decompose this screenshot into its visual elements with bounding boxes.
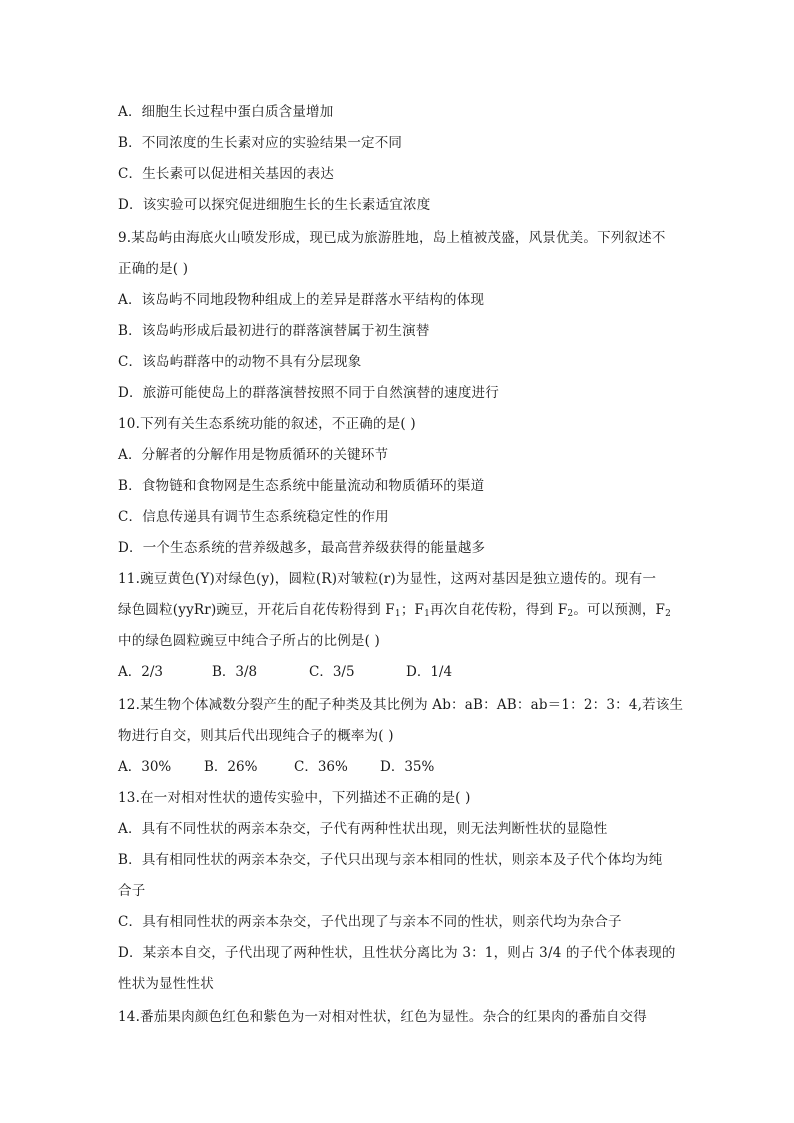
q12-option-a: A．30% bbox=[118, 759, 172, 775]
q10-stem: 10.下列有关生态系统功能的叙述，不正确的是( ) bbox=[118, 416, 416, 432]
q9-option-a: A．该岛屿不同地段物种组成上的差异是群落水平结构的体现 bbox=[118, 292, 485, 308]
q9-option-c: C．该岛屿群落中的动物不具有分层现象 bbox=[118, 354, 362, 370]
q9-option-b: B．该岛屿形成后最初进行的群落演替属于初生演替 bbox=[118, 323, 430, 339]
q12-stem-line1: 12.某生物个体减数分裂产生的配子种类及其比例为 Ab：aB：AB：ab＝1：2：3：4,若该生 bbox=[118, 697, 684, 713]
q13-option-a: A．具有不同性状的两亲本杂交，子代有两种性状出现，则无法判断性状的显隐性 bbox=[118, 821, 608, 837]
q11-option-a: A．2/3 bbox=[118, 664, 163, 680]
q13-option-c: C．具有相同性状的两亲本杂交，子代出现了与亲本不同的性状，则亲代均为杂合子 bbox=[118, 914, 622, 930]
q11-option-c: C．3/5 bbox=[309, 664, 355, 680]
q12-stem-line2: 物进行自交，则其后代出现纯合子的概率为( ) bbox=[118, 728, 394, 744]
q12-option-b: B．26% bbox=[204, 759, 258, 775]
q12-options bbox=[118, 759, 434, 775]
f2-subscript: 2 bbox=[567, 609, 574, 619]
q10-option-d: D．一个生态系统的营养级越多，最高营养级获得的能量越多 bbox=[118, 540, 486, 556]
q13-stem: 13.在一对相对性状的遗传实验中，下列描述不正确的是( ) bbox=[118, 790, 471, 806]
q13-option-d-cont: 性状为显性性状 bbox=[118, 976, 214, 992]
q9-option-d: D．旅游可能使岛上的群落演替按照不同于自然演替的速度进行 bbox=[118, 385, 499, 401]
q12-option-d: D．35% bbox=[380, 759, 435, 775]
f1-subscript: 1 bbox=[394, 609, 401, 619]
q8-option-d: D．该实验可以探究促进细胞生长的生长素适宜浓度 bbox=[118, 197, 431, 213]
q8-option-b: B．不同浓度的生长素对应的实验结果一定不同 bbox=[118, 135, 403, 151]
q13-option-b-cont: 合子 bbox=[118, 883, 146, 899]
q11-text-c: 再次自花传粉，得到 F bbox=[430, 602, 568, 618]
q8-option-c: C．生长素可以促进相关基因的表达 bbox=[118, 166, 335, 182]
q11-text-d: 。可以预测，F bbox=[573, 602, 666, 618]
q10-option-c: C．信息传递具有调节生态系统稳定性的作用 bbox=[118, 509, 389, 525]
q11-text-a: 绿色圆粒(yyRr)豌豆，开花后自花传粉得到 F bbox=[118, 602, 395, 618]
q11-option-b: B．3/8 bbox=[212, 664, 258, 680]
q13-option-b: B．具有相同性状的两亲本杂交，子代只出现与亲本相同的性状，则亲本及子代个体均为纯 bbox=[118, 852, 663, 868]
q11-stem-line3: 中的绿色圆粒豌豆中纯合子所占的比例是( ) bbox=[118, 633, 381, 649]
q10-option-b: B．食物链和食物网是生态系统中能量流动和物质循环的渠道 bbox=[118, 478, 485, 494]
q11-options bbox=[118, 664, 452, 680]
q8-option-a: A．细胞生长过程中蛋白质含量增加 bbox=[118, 104, 334, 120]
f2-subscript: 2 bbox=[665, 609, 672, 619]
q11-option-d: D．1/4 bbox=[406, 664, 453, 680]
q9-stem-line2: 正确的是( ) bbox=[118, 261, 189, 277]
f1-subscript: 1 bbox=[424, 609, 431, 619]
q14-stem-line1: 14.番茄果肉颜色红色和紫色为一对相对性状，红色为显性。杂合的红果肉的番茄自交得 bbox=[118, 1009, 647, 1025]
q10-option-a: A．分解者的分解作用是物质循环的关键环节 bbox=[118, 447, 389, 463]
q11-stem-line1: 11.豌豆黄色(Y)对绿色(y)，圆粒(R)对皱粒(r)为显性，这两对基因是独立遗传的。现有一 bbox=[118, 571, 657, 587]
q9-stem-line1: 9.某岛屿由海底火山喷发形成，现已成为旅游胜地，岛上植被茂盛，风景优美。下列叙述不 bbox=[118, 230, 666, 246]
q12-option-c: C．36% bbox=[294, 759, 348, 775]
q11-stem-line2 bbox=[118, 602, 671, 622]
q13-option-d: D．某亲本自交，子代出现了两种性状，且性状分离比为 3：1，则占 3/4 的子代个体表现的 bbox=[118, 945, 676, 961]
q11-text-b: ；F bbox=[400, 602, 425, 618]
